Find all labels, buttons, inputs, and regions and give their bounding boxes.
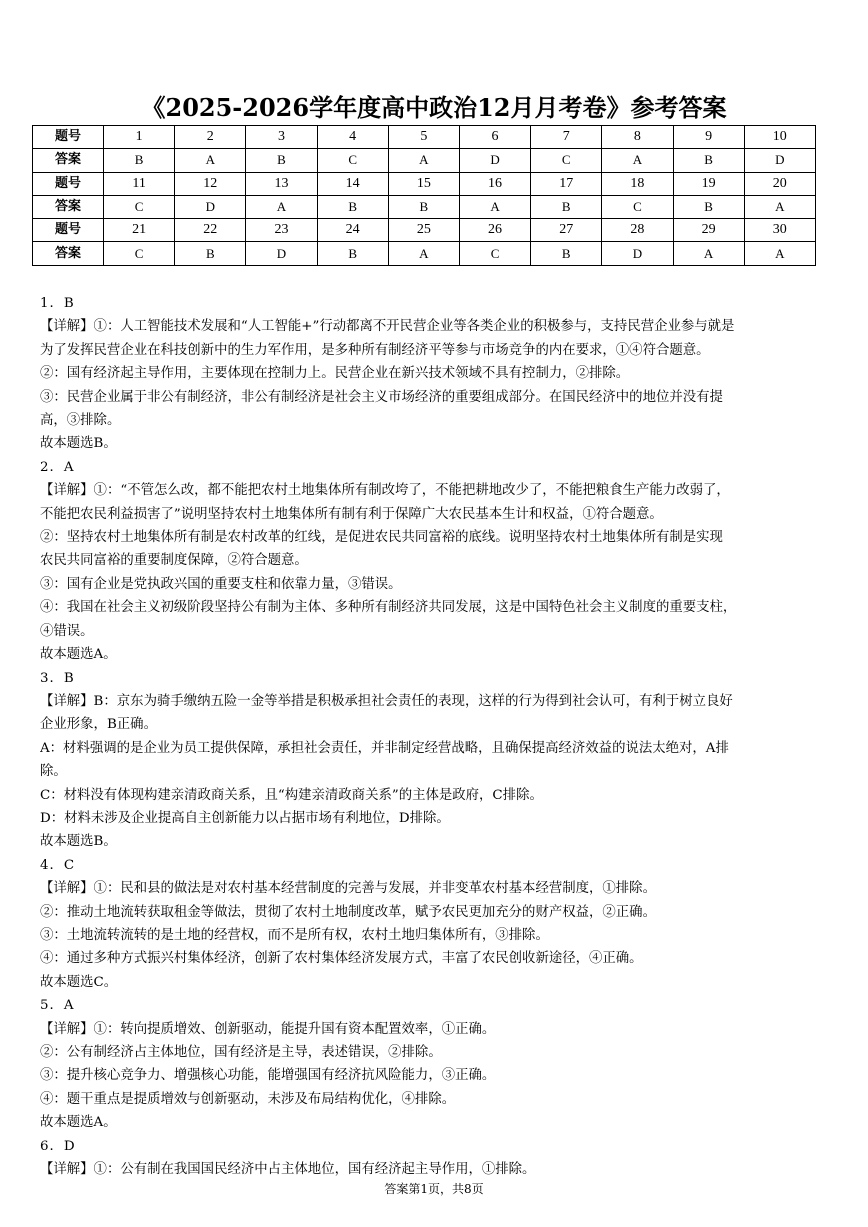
question-number-cell: 10 [744, 126, 815, 149]
answer-cell: A [459, 195, 530, 218]
explanation-line: 农民共同富裕的重要制度保障，②符合题意。 [40, 553, 308, 569]
question-number-cell: 28 [602, 219, 673, 242]
explanation-line: ③：国有企业是党执政兴国的重要支柱和依靠力量，③错误。 [40, 576, 402, 592]
answer-cell: D [459, 149, 530, 172]
answer-cell: C [104, 242, 175, 265]
question-number-cell: 7 [531, 126, 602, 149]
answer-cell: C [317, 149, 388, 172]
answer-cell: C [104, 195, 175, 218]
explanation-line: ④：题干重点是提质增效与创新驱动，未涉及布局结构优化，④排除。 [40, 1091, 456, 1107]
page-title: 《2025-2026学年度高中政治12月月考卷》参考答案 [141, 93, 727, 122]
explanation-line: ④：通过多种方式振兴村集体经济，创新了农村集体经济发展方式，丰富了农民创收新途径，④正确。 [40, 951, 643, 967]
explanation-line: 为了发挥民营企业在科技创新中的生力军作用，是多种所有制经济平等参与市场竞争的内在要求，①④符合题意。 [40, 342, 710, 358]
answer-cell: D [744, 149, 815, 172]
answer-cell: B [175, 242, 246, 265]
answer-cell: A [388, 242, 459, 265]
question-heading: 2．A [40, 459, 75, 475]
question-number-cell: 8 [602, 126, 673, 149]
explanation-line: 【详解】①：“不管怎么改，都不能把农村土地集体所有制改垮了，不能把耕地改少了，不能把粮食生产能力改弱了， [40, 483, 730, 499]
answer-cell: B [673, 149, 744, 172]
question-heading: 3．B [40, 670, 75, 686]
question-number-cell: 23 [246, 219, 317, 242]
row-label-answer: 答案 [33, 149, 104, 172]
explanation-line: ②：坚持农村土地集体所有制是农村改革的红线，是促进农民共同富裕的底线。说明坚持农村土地集体所有制是实现 [40, 530, 723, 546]
question-number-cell: 14 [317, 172, 388, 195]
table-row [33, 149, 816, 172]
explanation-line: 【详解】①：转向提质增效、创新驱动，能提升国有资本配置效率，①正确。 [40, 1021, 496, 1037]
page-footer: 答案第1页，共8页 [384, 1182, 484, 1196]
answer-cell: A [388, 149, 459, 172]
table-row [33, 195, 816, 218]
answer-cell: B [388, 195, 459, 218]
explanation-line: 故本题选A。 [40, 1115, 117, 1131]
answer-cell: C [531, 149, 602, 172]
answer-cell: B [531, 242, 602, 265]
table-row [33, 219, 816, 242]
table-row [33, 126, 816, 149]
table-row [33, 242, 816, 265]
answer-cell: D [602, 242, 673, 265]
question-number-cell: 6 [459, 126, 530, 149]
explanation-line: 【详解】B：京东为骑手缴纳五险一金等举措是积极承担社会责任的表现，这样的行为得到社会认可，有利于树立良好 [40, 693, 733, 709]
answer-cell: A [744, 195, 815, 218]
question-number-cell: 17 [531, 172, 602, 195]
question-number-cell: 13 [246, 172, 317, 195]
explanation-line: A：材料强调的是企业为员工提供保障，承担社会责任，并非制定经营战略，且确保提高经济效益的说法太绝对，A排 [40, 740, 729, 756]
question-number-cell: 1 [104, 126, 175, 149]
question-heading: 6．D [40, 1138, 76, 1154]
explanation-line: ②：公有制经济占主体地位，国有经济是主导，表述错误，②排除。 [40, 1045, 442, 1060]
answer-cell: B [246, 149, 317, 172]
question-number-cell: 11 [104, 172, 175, 195]
answer-cell: C [459, 242, 530, 265]
explanation-line: ④：我国在社会主义初级阶段坚持公有制为主体、多种所有制经济共同发展，这是中国特色社会主义制度的重要支柱， [40, 600, 737, 616]
row-label-answer: 答案 [33, 242, 104, 265]
question-number-cell: 22 [175, 219, 246, 242]
question-number-cell: 27 [531, 219, 602, 242]
question-number-cell: 5 [388, 126, 459, 149]
question-number-cell: 21 [104, 219, 175, 242]
question-number-cell: 3 [246, 126, 317, 149]
explanation-line: ④错误。 [40, 623, 94, 639]
answer-cell: B [531, 195, 602, 218]
explanation-line: 除。 [40, 764, 67, 780]
explanation-line: 不能把农民利益损害了”说明坚持农村土地集体所有制有利于保障广大农民基本生计和权益，①符合题意。 [40, 506, 663, 522]
question-number-cell: 20 [744, 172, 815, 195]
question-number-cell: 26 [459, 219, 530, 242]
explanation-line: ③：土地流转流转的是土地的经营权，而不是所有权，农村土地归集体所有，③排除。 [40, 927, 549, 943]
question-number-cell: 19 [673, 172, 744, 195]
explanation-line: 故本题选B。 [40, 436, 117, 452]
question-number-cell: 9 [673, 126, 744, 149]
explanation-line: 故本题选C。 [40, 974, 118, 990]
answer-table [32, 125, 816, 266]
answer-cell: B [317, 242, 388, 265]
answer-cell: D [175, 195, 246, 218]
answer-explanations [40, 292, 830, 1181]
explanation-line: ②：国有经济起主导作用，主要体现在控制力上。民营企业在新兴技术领域不具有控制力，②排除。 [40, 366, 630, 382]
question-number-cell: 25 [388, 219, 459, 242]
answer-cell: A [744, 242, 815, 265]
answer-cell: C [602, 195, 673, 218]
row-label-question-number: 题号 [33, 172, 104, 195]
question-number-cell: 30 [744, 219, 815, 242]
explanation-line: 【详解】①：公有制在我国国民经济中占主体地位，国有经济起主导作用，①排除。 [40, 1162, 536, 1178]
answer-cell: A [175, 149, 246, 172]
question-number-cell: 15 [388, 172, 459, 195]
question-number-cell: 16 [459, 172, 530, 195]
explanation-line: 故本题选B。 [40, 834, 117, 850]
answer-cell: A [246, 195, 317, 218]
row-label-answer: 答案 [33, 195, 104, 218]
answer-cell: B [673, 195, 744, 218]
question-heading: 1．B [40, 296, 75, 311]
answer-cell: B [104, 149, 175, 172]
question-heading: 5．A [40, 998, 75, 1014]
answer-cell: B [317, 195, 388, 218]
explanation-line: 【详解】①：民和县的做法是对农村基本经营制度的完善与发展，并非变革农村基本经营制度，①排除。 [40, 881, 656, 897]
question-number-cell: 29 [673, 219, 744, 242]
answer-cell: A [673, 242, 744, 265]
question-heading: 4．C [40, 857, 76, 873]
question-number-cell: 18 [602, 172, 673, 195]
question-number-cell: 2 [175, 126, 246, 149]
explanation-line: D：材料未涉及企业提高自主创新能力以占据市场有利地位，D排除。 [40, 810, 450, 826]
row-label-question-number: 题号 [33, 126, 104, 149]
question-number-cell: 4 [317, 126, 388, 149]
explanation-line: C：材料没有体现构建亲清政商关系，且“构建亲清政商关系”的主体是政府，C排除。 [40, 787, 543, 803]
answer-cell: A [602, 149, 673, 172]
explanation-line: 企业形象，B正确。 [40, 717, 157, 733]
explanation-line: ③：民营企业属于非公有制经济，非公有制经济是社会主义市场经济的重要组成部分。在国民经济中的地位并没有提 [40, 389, 723, 405]
table-row [33, 172, 816, 195]
row-label-question-number: 题号 [33, 219, 104, 242]
explanation-line: 高，③排除。 [40, 413, 121, 429]
explanation-line: 故本题选A。 [40, 647, 117, 663]
explanation-line: ②：推动土地流转获取租金等做法，贯彻了农村土地制度改革，赋予农民更加充分的财产权益，②正确。 [40, 904, 656, 920]
explanation-line: ③：提升核心竞争力、增强核心功能，能增强国有经济抗风险能力，③正确。 [40, 1068, 496, 1084]
question-number-cell: 24 [317, 219, 388, 242]
question-number-cell: 12 [175, 172, 246, 195]
answer-cell: D [246, 242, 317, 265]
explanation-line: 【详解】①：人工智能技术发展和“人工智能+”行动都离不开民营企业等各类企业的积极参与，支持民营企业参与就是 [40, 319, 735, 335]
